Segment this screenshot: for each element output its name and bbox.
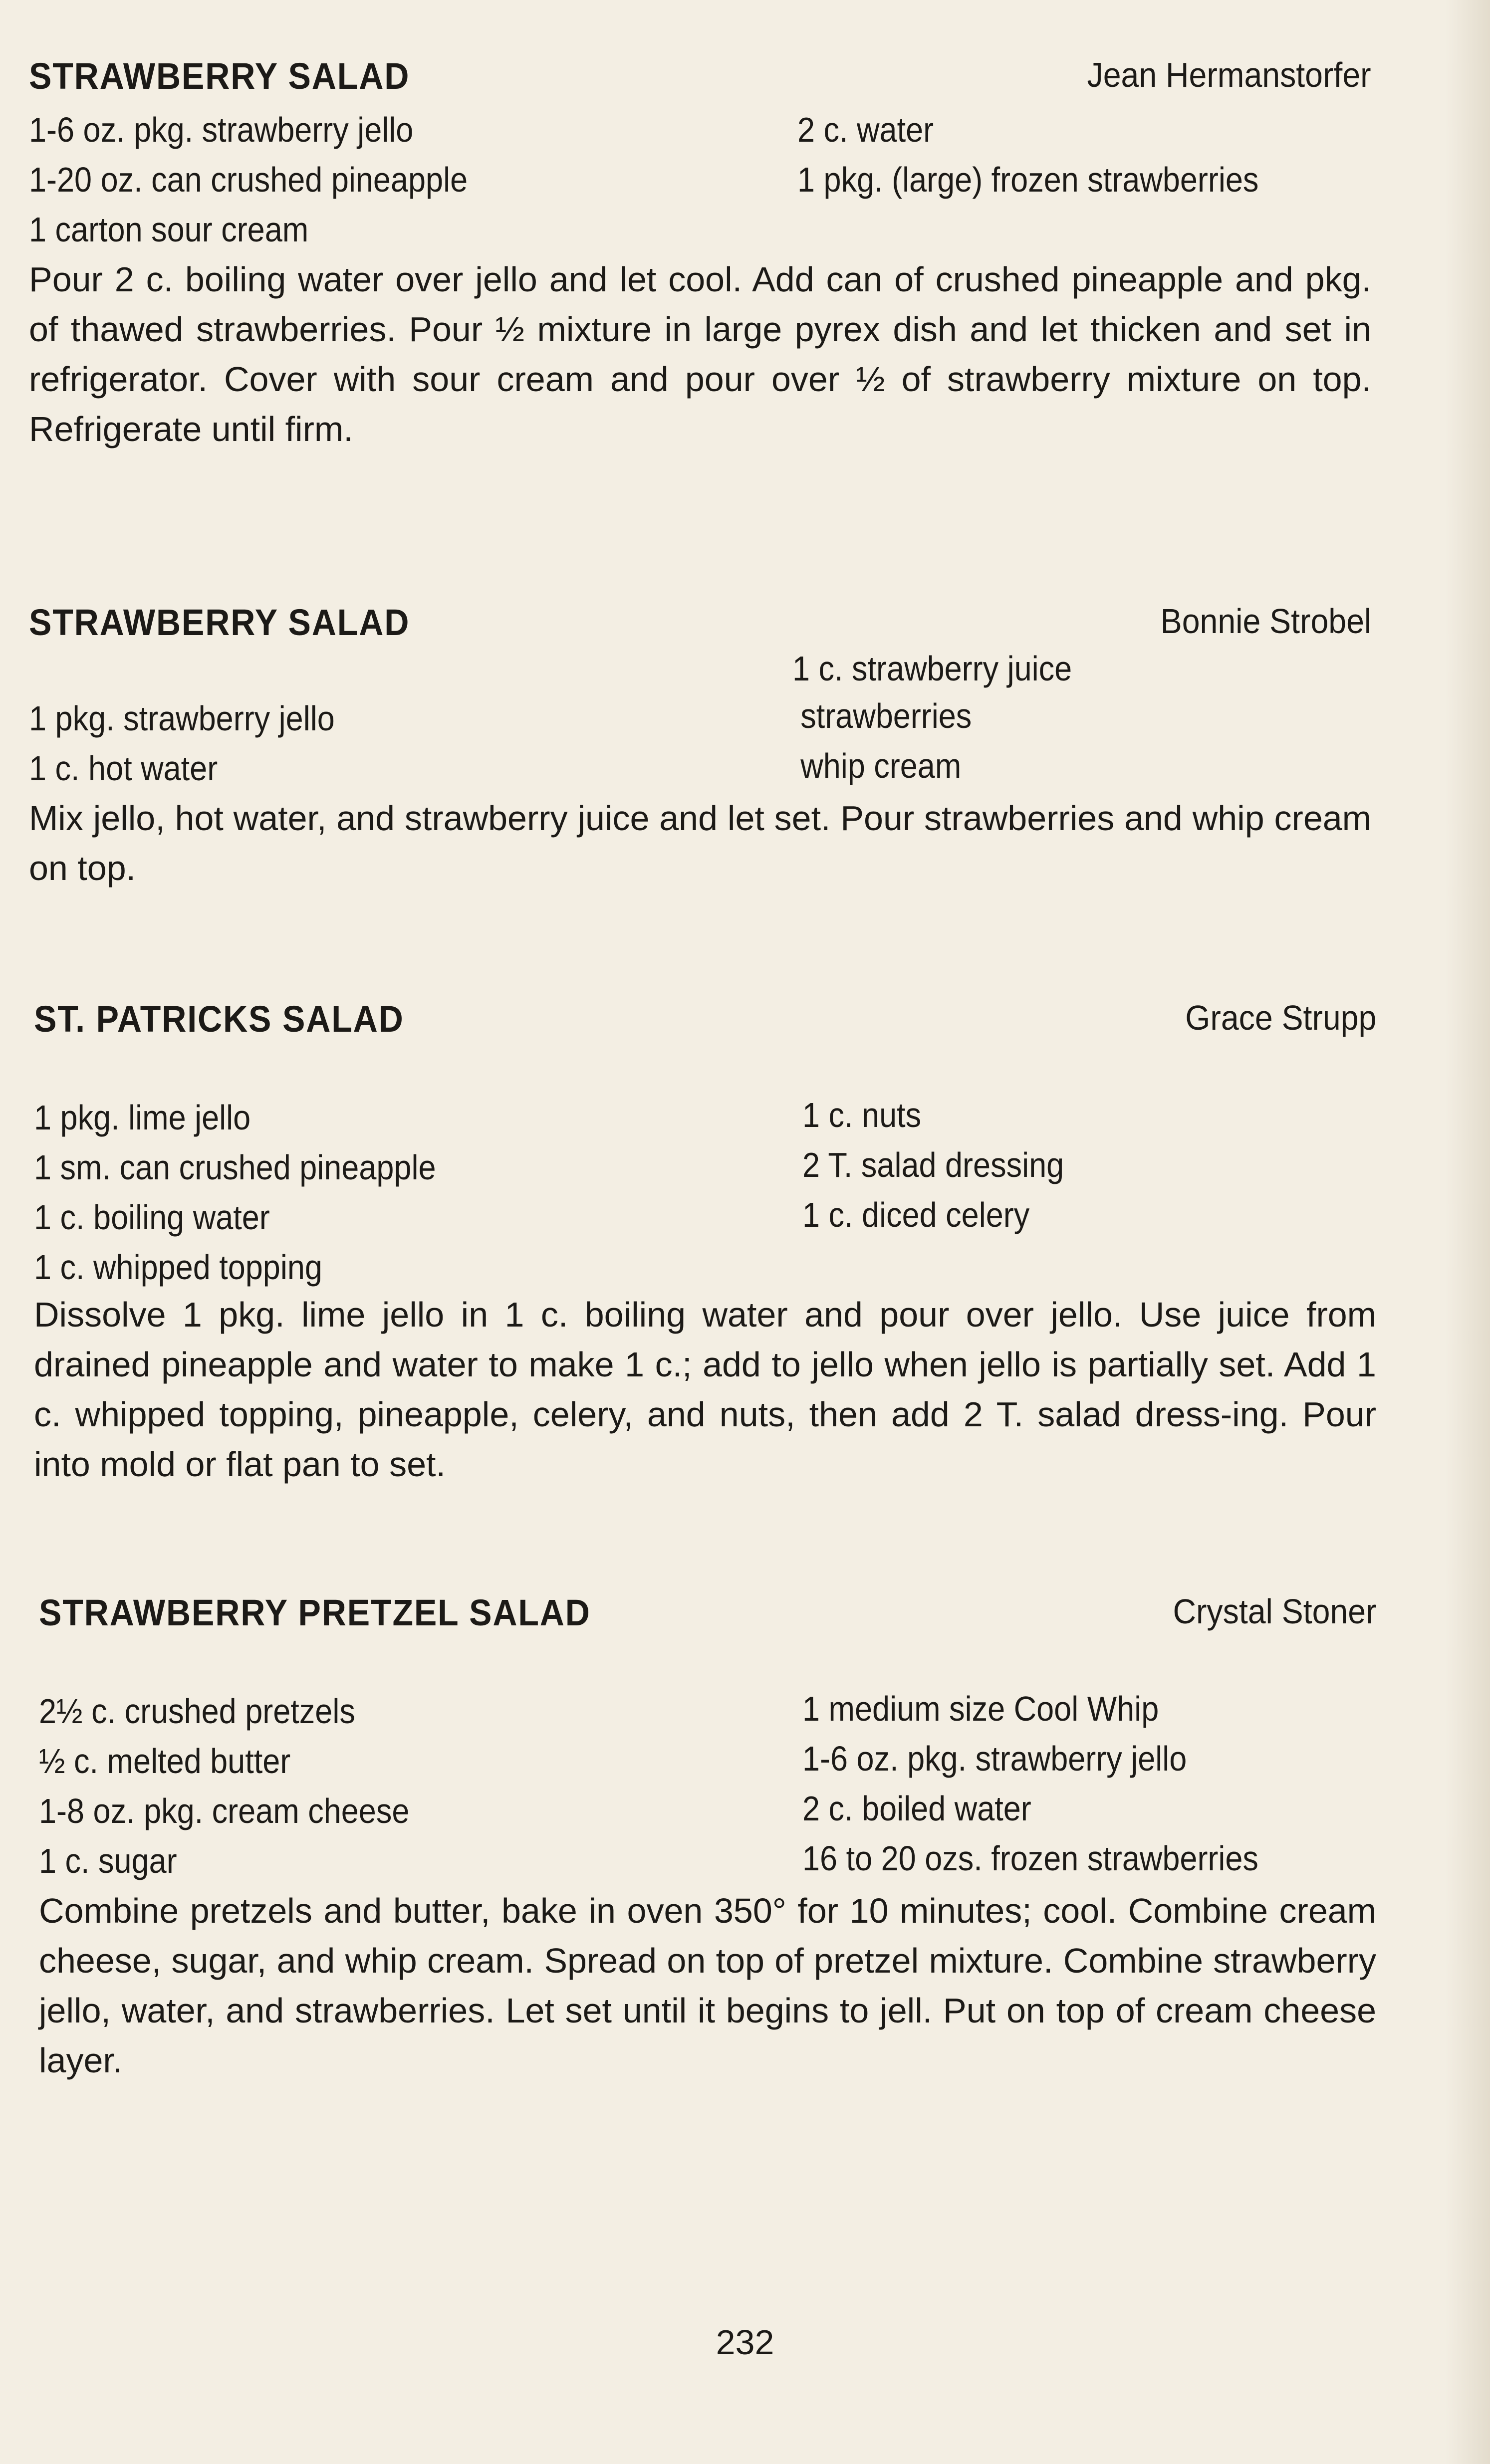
- ingredients-left-column: [39, 1686, 451, 1886]
- page-number: 232: [716, 2323, 774, 2362]
- ingredients-left-column: [29, 105, 516, 254]
- recipe-strawberry-salad-strobel: [29, 601, 1371, 900]
- ingredient: 1 c. whipped topping: [34, 1248, 322, 1287]
- ingredient: 1 carton sour cream: [29, 210, 309, 249]
- recipe-author: Grace Strupp: [1185, 998, 1376, 1037]
- ingredient: 2½ c. crushed pretzels: [39, 1692, 355, 1731]
- ingredient: 1-6 oz. pkg. strawberry jello: [29, 110, 414, 149]
- recipe-title: ST. PATRICKS SALAD: [34, 998, 404, 1040]
- ingredient: ½ c. melted butter: [39, 1742, 291, 1781]
- ingredients-right-column: [802, 1090, 1093, 1240]
- recipe-author: Bonnie Strobel: [1160, 602, 1371, 641]
- recipe-st-patricks-salad: [34, 998, 1376, 1497]
- recipe-strawberry-salad-hermanstorfer: [29, 55, 1371, 504]
- recipe-directions: Combine pretzels and butter, bake in oven 350° for 10 minutes; cool. Combine cream cheese, sugar, and whip cream. Spread on top of pretzel mixture. Combine strawberry jello, water, and strawberries. Let set until it begins to jell. Put on top of cream cheese layer.: [39, 1891, 1376, 2080]
- page-edge-shadow: [1445, 0, 1490, 2464]
- ingredient: 1 pkg. lime jello: [34, 1098, 251, 1137]
- ingredient: 1 c. sugar: [39, 1841, 177, 1880]
- ingredient: 1 medium size Cool Whip: [802, 1689, 1159, 1728]
- recipe-directions: Mix jello, hot water, and strawberry juice and let set. Pour strawberries and whip cream on top.: [29, 799, 1371, 888]
- ingredient: 1 pkg. (large) frozen strawberries: [797, 160, 1259, 199]
- ingredient: 1 c. hot water: [29, 749, 218, 788]
- ingredient: 16 to 20 ozs. frozen strawberries: [802, 1839, 1258, 1878]
- ingredient: 2 c. boiled water: [802, 1789, 1031, 1828]
- recipe-title: STRAWBERRY PRETZEL SALAD: [39, 1592, 591, 1633]
- ingredients-right-column: [797, 105, 1310, 205]
- ingredients-right-column: [792, 646, 1103, 791]
- recipe-header: [39, 1591, 1376, 1636]
- ingredient: 2 c. water: [797, 110, 934, 149]
- ingredient: 1-8 oz. pkg. cream cheese: [39, 1792, 410, 1830]
- recipe-author: Jean Hermanstorfer: [1087, 55, 1371, 94]
- ingredient: 1 c. strawberry juice: [792, 649, 1072, 688]
- ingredient: strawberries: [800, 696, 972, 735]
- recipe-title: STRAWBERRY SALAD: [29, 55, 410, 97]
- ingredient: 1 c. diced celery: [802, 1195, 1030, 1234]
- ingredients-left-column: [34, 1093, 481, 1292]
- ingredient: 1 c. nuts: [802, 1096, 922, 1134]
- ingredient: 2 T. salad dressing: [802, 1145, 1064, 1184]
- recipe-header: [34, 998, 1376, 1043]
- ingredient: whip cream: [800, 746, 962, 785]
- recipe-directions: Dissolve 1 pkg. lime jello in 1 c. boiling water and pour over jello. Use juice from drained pineapple and water to make 1 c.; add to jello when jello is partially set. Add 1 c. whipped topping, pineapple, celery, and nuts, then add 2 T. salad dress-ing. Pour into mold or flat pan to set.: [34, 1295, 1376, 1484]
- recipe-header: [29, 601, 1371, 646]
- ingredients-right-column: [802, 1684, 1309, 1883]
- recipe-author: Crystal Stoner: [1172, 1592, 1376, 1631]
- recipe-header: [29, 55, 1371, 100]
- ingredients: [29, 105, 1371, 254]
- recipe-directions: Pour 2 c. boiling water over jello and let cool. Add can of crushed pineapple and pkg. of thawed strawberries. Pour ½ mixture in large pyrex dish and let thicken and set in refrigerator. Cover with sour cream and pour over ½ of strawberry mixture on top. Refrigerate until firm.: [29, 260, 1371, 448]
- ingredient: 1-20 oz. can crushed pineapple: [29, 160, 468, 199]
- ingredient: 1-6 oz. pkg. strawberry jello: [802, 1739, 1187, 1778]
- ingredients: [34, 1043, 1376, 1287]
- ingredient: 1 pkg. strawberry jello: [29, 699, 335, 738]
- ingredients: [39, 1636, 1376, 1880]
- recipe-strawberry-pretzel-salad: [39, 1591, 1376, 2140]
- ingredient: 1 c. boiling water: [34, 1198, 270, 1237]
- ingredients-left-column: [29, 693, 369, 793]
- ingredients: [29, 646, 1371, 796]
- ingredient: 1 sm. can crushed pineapple: [34, 1148, 436, 1187]
- recipe-title: STRAWBERRY SALAD: [29, 602, 410, 643]
